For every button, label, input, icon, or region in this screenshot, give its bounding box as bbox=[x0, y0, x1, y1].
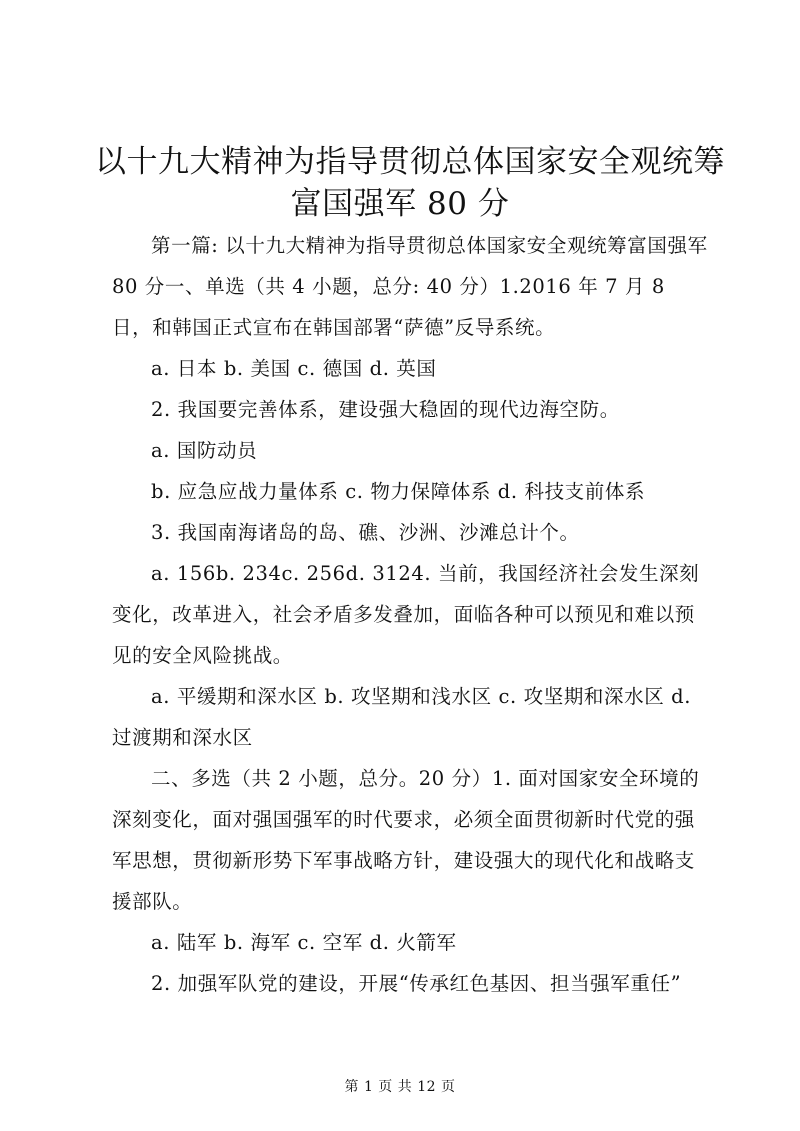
document-body bbox=[112, 225, 710, 1004]
document-title bbox=[95, 141, 725, 225]
paragraph-q3: 3. 我国南海诸岛的岛、礁、沙洲、沙滩总计个。 bbox=[151, 521, 580, 544]
paragraph-intro: 第一篇: 以十九大精神为指导贯彻总体国家安全观统筹富国强军 80 分一、单选（共 4 小题，总分: 40 分）1.2016 年 7 月 8 日，和韩国正式宣布在韩国部署“萨德”反导系统。 bbox=[112, 234, 708, 339]
paragraph-multi-choice: 二、多选（共 2 小题，总分。20 分）1. 面对国家安全环境的深刻变化，面对强国强军的时代要求，必须全面贯彻新时代党的强军思想，贯彻新形势下军事战略方针，建设强大的现代化和战略支援部队。 bbox=[112, 767, 700, 913]
paragraph-mc1-options: a. 陆军 b. 海军 c. 空军 d. 火箭军 bbox=[151, 931, 457, 954]
paragraph-q1-options: a. 日本 b. 美国 c. 德国 d. 英国 bbox=[151, 357, 437, 380]
page-footer: 第 1 页 共 12 页 bbox=[344, 1079, 456, 1095]
title-line-2: 富国强军 80 分 bbox=[290, 186, 510, 222]
paragraph-q2-option-a: a. 国防动员 bbox=[151, 439, 258, 462]
title-line-1: 以十九大精神为指导贯彻总体国家安全观统筹 bbox=[95, 144, 725, 180]
paragraph-q2: 2. 我国要完善体系，建设强大稳固的现代边海空防。 bbox=[151, 398, 620, 421]
paragraph-q4-options: a. 平缓期和深水区 b. 攻坚期和浅水区 c. 攻坚期和深水区 d. 过渡期和深水区 bbox=[112, 685, 691, 749]
paragraph-q3-options-q4: a. 156b. 234c. 256d. 3124. 当前，我国经济社会发生深刻变化，改革进入，社会矛盾多发叠加，面临各种可以预见和难以预见的安全风险挑战。 bbox=[112, 562, 700, 667]
paragraph-mc2: 2. 加强军队党的建设，开展“传承红色基因、担当强军重任” bbox=[151, 972, 682, 995]
paragraph-q2-options-bcd: b. 应急应战力量体系 c. 物力保障体系 d. 科技支前体系 bbox=[151, 480, 646, 503]
